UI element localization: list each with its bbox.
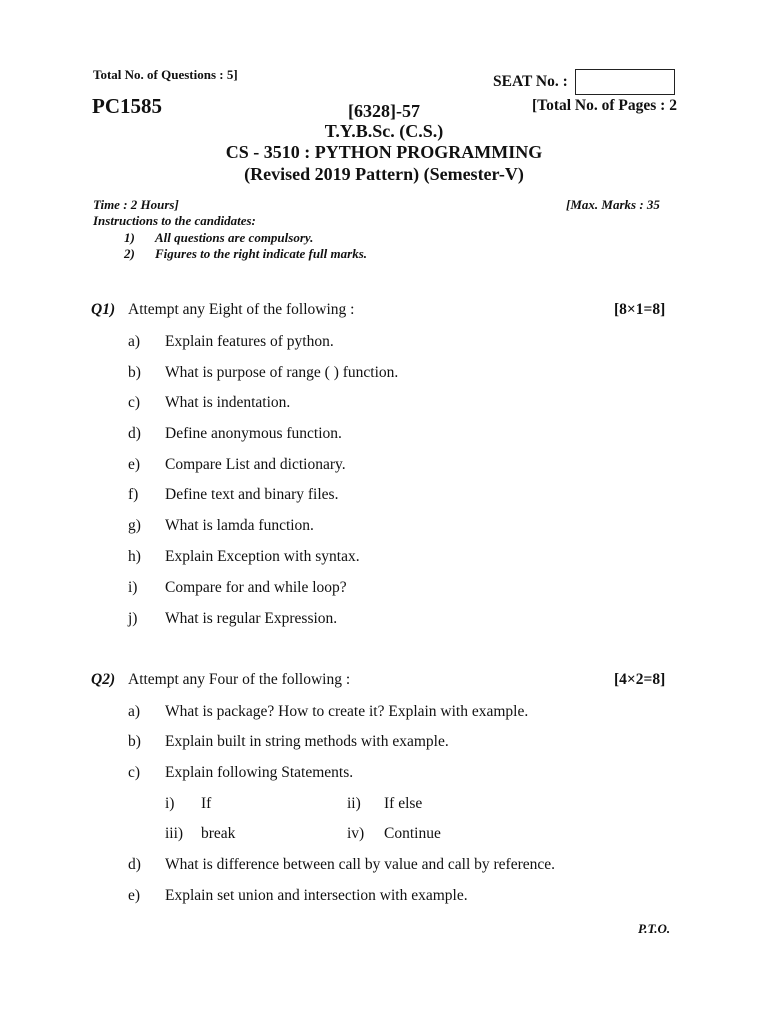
seat-label: SEAT No. : [493, 73, 568, 90]
q2-subitem-text: break [201, 825, 236, 842]
q2-item-text: Explain built in string methods with example. [165, 733, 449, 750]
q1-label: Q1) [91, 301, 116, 318]
q1-item-text: Explain Exception with syntax. [165, 548, 360, 565]
q1-item-letter: b) [128, 364, 141, 381]
q2-item-text: What is package? How to create it? Explain with example. [165, 703, 529, 720]
q1-item-letter: g) [128, 517, 141, 534]
q2-item-letter: e) [128, 887, 141, 904]
q1-item-text: Define text and binary files. [165, 486, 339, 503]
q1-item-text: Define anonymous function. [165, 425, 342, 442]
q1-prompt: Attempt any Eight of the following : [128, 301, 355, 318]
instruction-text: All questions are compulsory. [155, 230, 314, 245]
q1-item-letter: e) [128, 456, 141, 473]
q1-item-text: What is purpose of range ( ) function. [165, 364, 399, 381]
max-marks: [Max. Marks : 35 [566, 197, 660, 212]
q2-item-letter: a) [128, 703, 141, 720]
q1-item-text: Compare for and while loop? [165, 579, 347, 596]
q2-subitem-number: i) [165, 795, 175, 812]
q2-subitem-number: ii) [347, 795, 361, 812]
q2-subitem-text: If else [384, 795, 423, 812]
pto-label: P.T.O. [638, 921, 671, 936]
q1-item-text: Explain features of python. [165, 333, 334, 350]
q2-item-letter: b) [128, 733, 141, 750]
q1-item-letter: i) [128, 579, 138, 596]
q1-item-text: Compare List and dictionary. [165, 456, 346, 473]
q1-item-text: What is indentation. [165, 394, 291, 411]
q2-item-letter: c) [128, 764, 141, 781]
q2-subitem-text: Continue [384, 825, 441, 842]
exam-time: Time : 2 Hours] [93, 197, 179, 212]
q2-prompt: Attempt any Four of the following : [128, 671, 351, 688]
q1-item-letter: d) [128, 425, 141, 442]
q2-item-text: Explain following Statements. [165, 764, 354, 781]
q1-item-letter: a) [128, 333, 141, 350]
q1-item-letter: j) [128, 610, 138, 627]
exam-code: [6328]-57 [348, 101, 420, 121]
q2-marks: [4×2=8] [614, 671, 666, 688]
q1-item-letter: f) [128, 486, 139, 503]
total-questions: Total No. of Questions : 5] [93, 67, 238, 82]
q1-item-text: What is lamda function. [165, 517, 314, 534]
paper-code: PC1585 [92, 94, 162, 118]
q2-label: Q2) [91, 671, 116, 688]
subject-title: CS - 3510 : PYTHON PROGRAMMING [225, 142, 543, 162]
q1-marks: [8×1=8] [614, 301, 666, 318]
pattern-title: (Revised 2019 Pattern) (Semester-V) [244, 164, 524, 184]
q1-item-letter: c) [128, 394, 141, 411]
q1-item-text: What is regular Expression. [165, 610, 338, 627]
q1-item-letter: h) [128, 548, 141, 565]
q2-item-text: Explain set union and intersection with example. [165, 887, 468, 904]
seat-number-box[interactable] [575, 69, 675, 95]
q2-subitem-number: iii) [165, 825, 184, 842]
instruction-number: 1) [124, 230, 135, 245]
course-title: T.Y.B.Sc. (C.S.) [324, 121, 444, 141]
instruction-number: 2) [124, 246, 135, 261]
q2-item-text: What is difference between call by value and call by reference. [165, 856, 556, 873]
q2-subitem-text: If [201, 795, 212, 812]
total-pages: [Total No. of Pages : 2 [532, 97, 677, 114]
q2-item-letter: d) [128, 856, 141, 873]
instructions-title: Instructions to the candidates: [93, 213, 256, 228]
q2-subitem-number: iv) [347, 825, 365, 842]
instruction-text: Figures to the right indicate full marks. [155, 246, 368, 261]
